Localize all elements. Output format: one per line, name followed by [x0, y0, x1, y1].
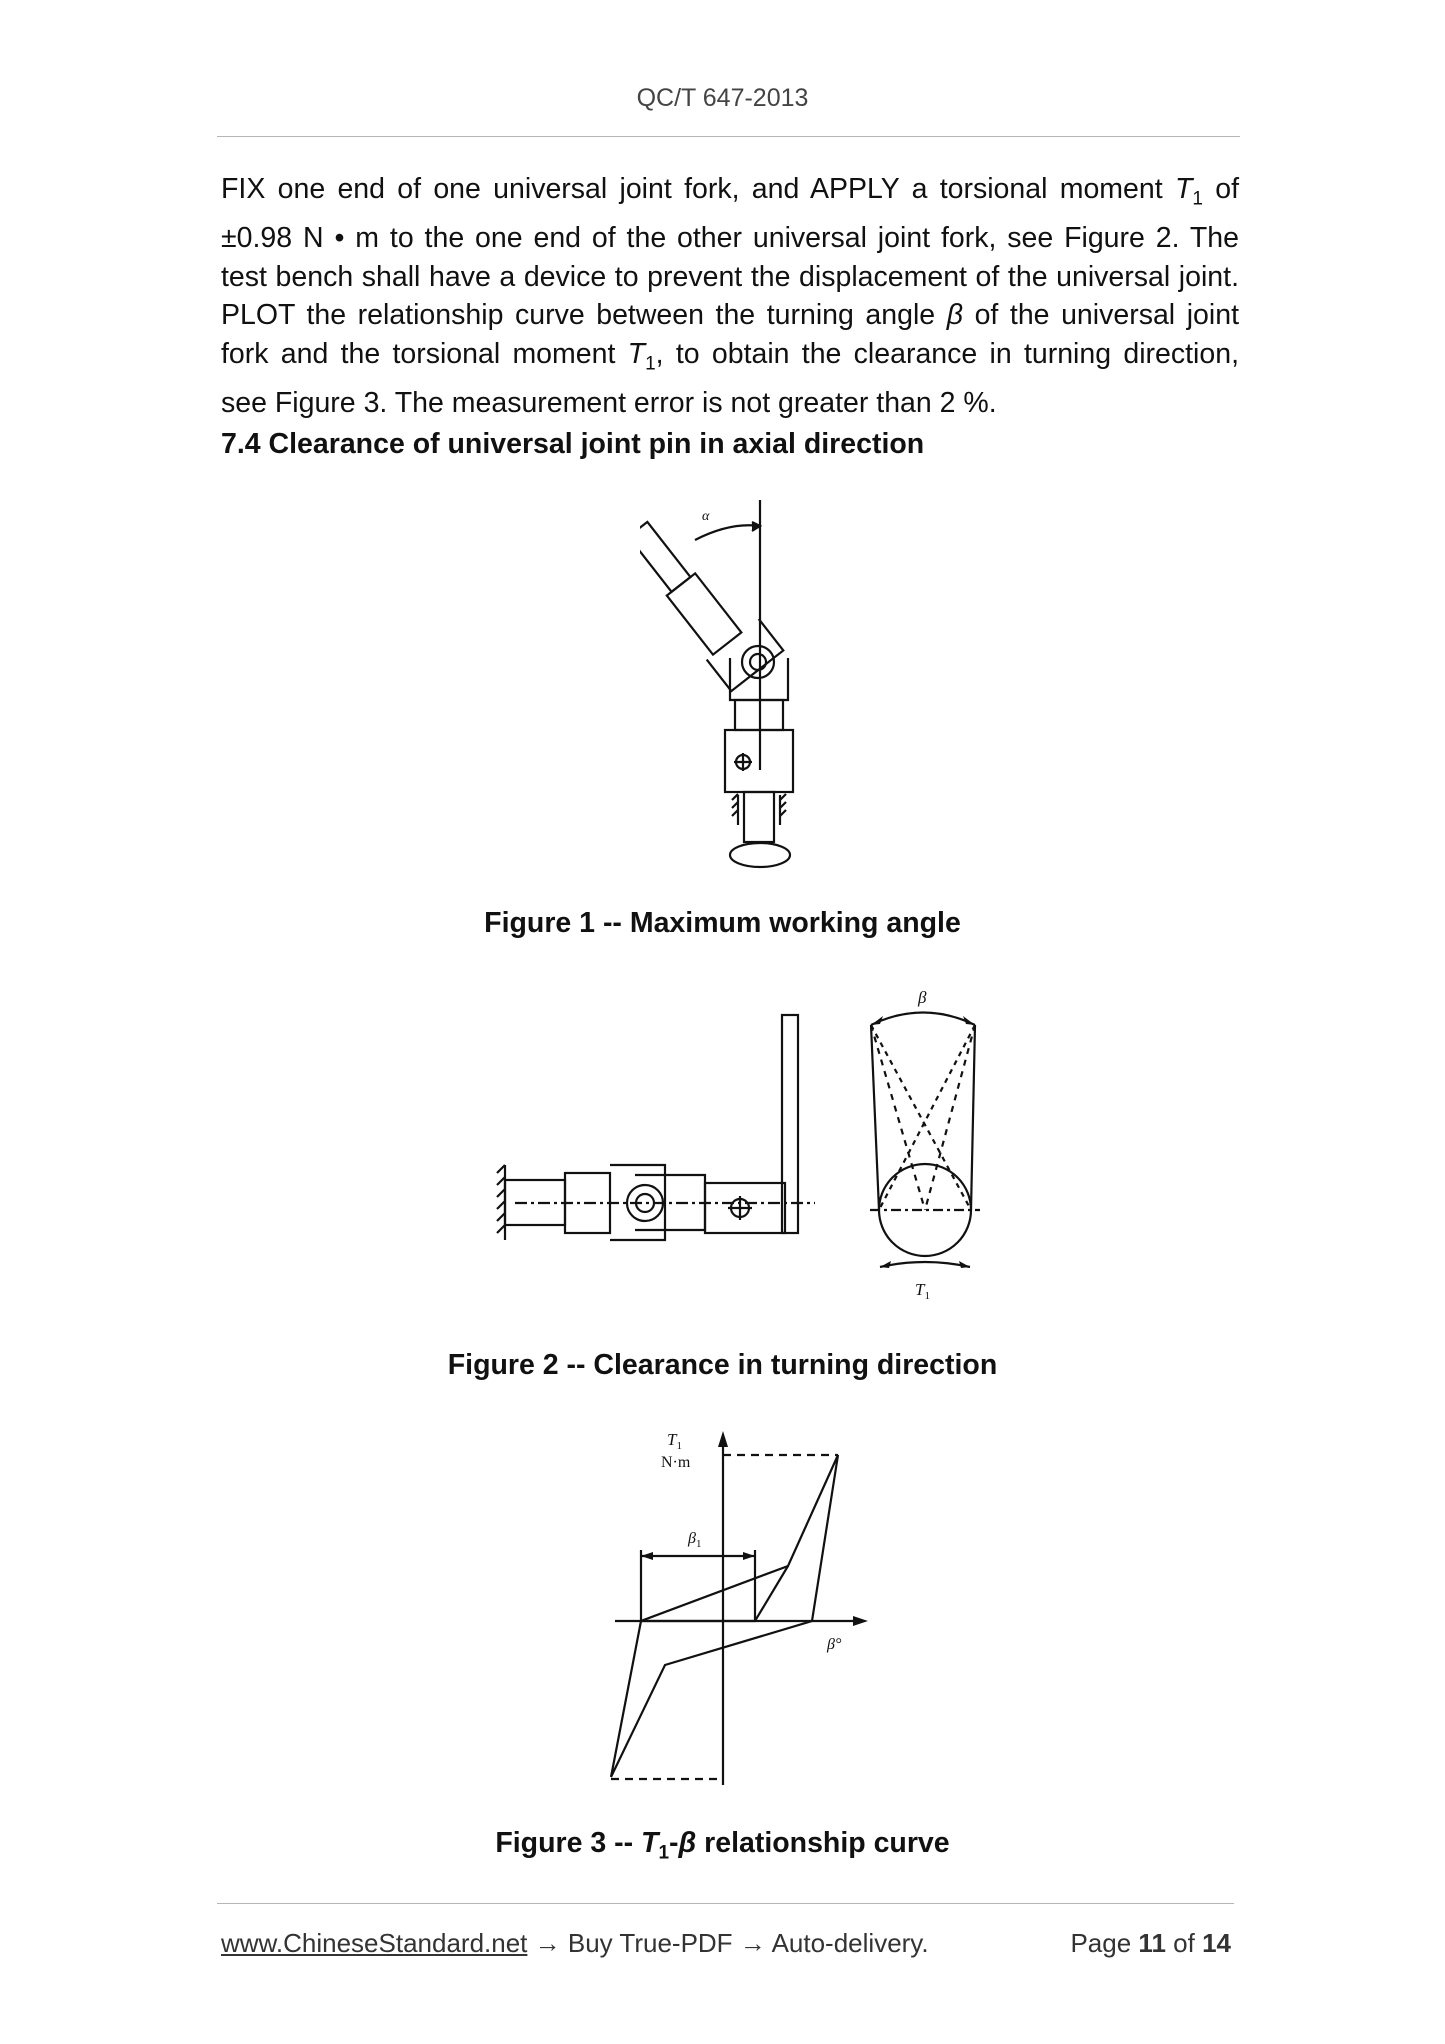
- figure-3-y-axis-label: $T_1$: [667, 1430, 682, 1452]
- paragraph-line-3: test bench shall have a device to prevent the displacement of the universal joint.: [221, 260, 1239, 293]
- figure-1-drawing: [640, 500, 820, 880]
- page-footer: [221, 1928, 1231, 1959]
- paragraph-line-4: PLOT the relationship curve between the turning angle β of the universal joint: [221, 299, 1239, 332]
- section-heading: 7.4 Clearance of universal joint pin in axial direction: [221, 428, 925, 460]
- figure-3-beta1-label: $\beta_1$: [688, 1530, 702, 1550]
- footer-divider: [217, 1903, 1234, 1904]
- figure-2-torque-label: $T_1$: [915, 1280, 930, 1302]
- body-paragraph: [221, 170, 1239, 422]
- figure-2-beta-label: β: [918, 988, 927, 1007]
- figure-3-drawing: [605, 1425, 885, 1795]
- figure-1-caption: Figure 1 -- Maximum working angle: [484, 907, 961, 939]
- page-header: [0, 84, 1445, 113]
- figure-2-drawing: [495, 985, 985, 1305]
- header-divider: [217, 136, 1240, 137]
- paragraph-line-1: FIX one end of one universal joint fork, and APPLY a torsional moment $T_1$ of: [221, 173, 1239, 210]
- website-link[interactable]: www.ChineseStandard.net: [221, 1928, 528, 1958]
- figure-1-angle-label: α: [702, 509, 710, 524]
- figure-2-caption: Figure 2 -- Clearance in turning direction: [447, 1349, 998, 1381]
- figure-3-caption: Figure $3 -- T_1-\beta$ relationship curve: [495, 1827, 950, 1864]
- figure-3-y-axis-unit: N·m: [661, 1454, 691, 1471]
- figure-3-x-axis-label: β°: [827, 1636, 842, 1653]
- paragraph-line-6: see Figure 3. The measurement error is not greater than 2 %.: [221, 386, 997, 419]
- page-number: Page 11 of 14: [1070, 1928, 1231, 1958]
- paragraph-line-5: fork and the torsional moment $T_1$, to obtain the clearance in turning direction,: [221, 337, 1239, 375]
- document-code: QC/T 647-2013: [636, 84, 809, 112]
- footer-tagline: → Buy True-PDF → Auto-delivery.: [527, 1928, 929, 1958]
- paragraph-line-2: ±0.98 N • m to the one end of the other universal joint fork, see Figure 2. The: [221, 222, 1239, 255]
